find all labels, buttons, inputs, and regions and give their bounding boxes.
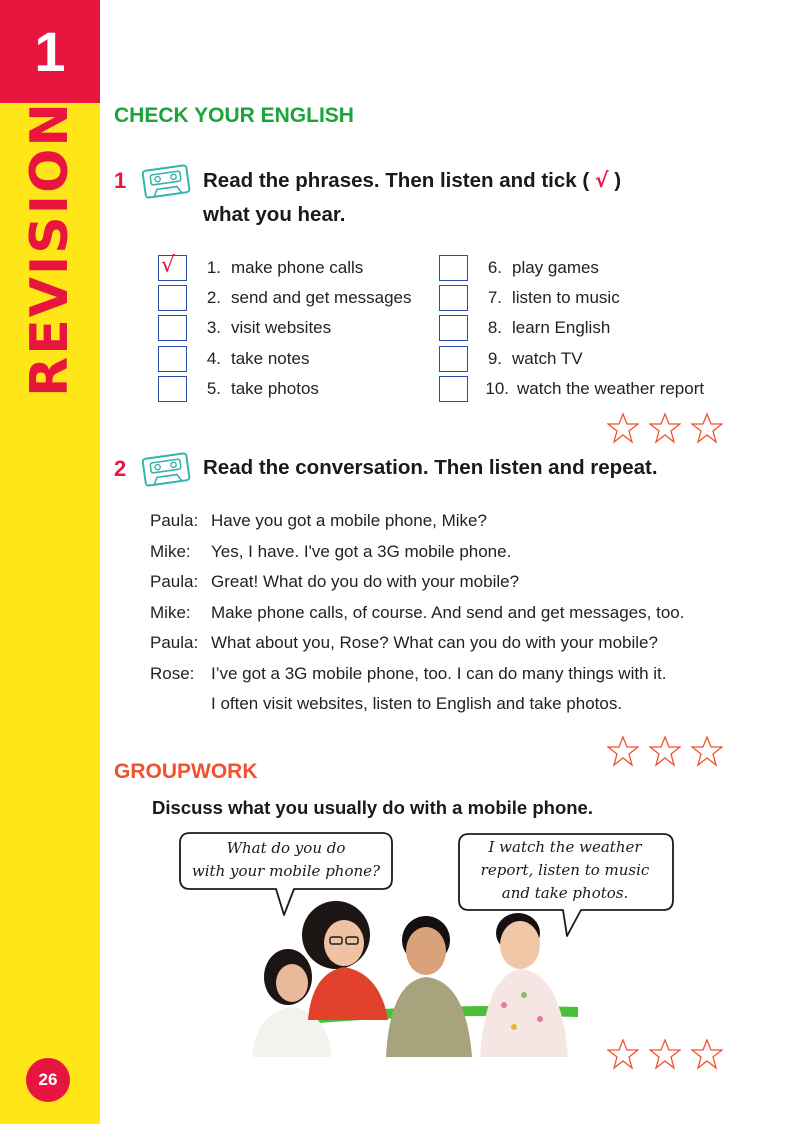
revision-label-wrap <box>18 101 82 397</box>
item-text: learn English <box>512 318 611 337</box>
conversation-line <box>150 511 487 531</box>
check-your-english-heading: CHECK YOUR ENGLISH <box>114 104 354 127</box>
checkbox[interactable] <box>158 315 187 341</box>
conversation-line <box>150 572 519 592</box>
item-text: play games <box>512 258 599 277</box>
rating-stars <box>607 735 723 769</box>
checkbox[interactable] <box>158 255 187 281</box>
checklist-item[interactable] <box>439 255 599 281</box>
children-photo <box>248 895 600 1057</box>
checklist-item[interactable] <box>158 315 331 341</box>
checkbox[interactable] <box>439 346 468 372</box>
checkbox[interactable] <box>439 315 468 341</box>
checkbox[interactable] <box>439 285 468 311</box>
speaker-name: Mike: <box>150 542 191 561</box>
item-text: take photos <box>231 379 319 398</box>
line-text: Make phone calls, of course. And send and get messages, too. <box>211 603 685 622</box>
task-1-instruction <box>203 168 621 193</box>
conversation-line <box>150 694 622 714</box>
item-number: 3. <box>206 318 221 337</box>
line-text: What about you, Rose? What can you do with your mobile? <box>211 633 658 652</box>
page-number: 26 <box>26 1058 70 1102</box>
tick-mark-icon: √ <box>594 168 609 192</box>
item-number: 9. <box>487 349 502 368</box>
checklist-item[interactable] <box>439 315 610 341</box>
star-outline-icon[interactable] <box>607 1038 639 1070</box>
speech-bubble-left-text <box>180 837 392 883</box>
bubble-line: with your mobile phone? <box>191 862 381 880</box>
cassette-tape-icon <box>140 162 192 200</box>
groupwork-instruction: Discuss what you usually do with a mobile phone. <box>152 797 593 818</box>
item-number: 7. <box>487 288 502 307</box>
rating-stars <box>607 1038 723 1072</box>
item-number: 5. <box>206 379 221 398</box>
checklist-item[interactable] <box>439 346 583 372</box>
star-outline-icon[interactable] <box>649 1038 681 1070</box>
checkbox[interactable] <box>439 376 468 402</box>
checklist-item[interactable] <box>158 346 309 372</box>
checklist-item[interactable] <box>439 376 704 402</box>
line-text: I often visit websites, listen to English and take photos. <box>211 694 623 713</box>
checkbox[interactable] <box>158 346 187 372</box>
conversation-line <box>150 633 658 653</box>
speaker-name: Paula: <box>150 633 199 652</box>
checklist-item[interactable] <box>158 376 319 402</box>
item-text: make phone calls <box>231 258 364 277</box>
revision-label: REVISION <box>20 101 80 397</box>
star-outline-icon[interactable] <box>607 412 639 444</box>
task-1-instruction-line2: what you hear. <box>203 203 346 226</box>
star-outline-icon[interactable] <box>691 1038 723 1070</box>
item-text: watch TV <box>512 349 583 368</box>
line-text: Have you got a mobile phone, Mike? <box>211 511 487 530</box>
unit-number-block <box>0 0 100 103</box>
star-outline-icon[interactable] <box>691 412 723 444</box>
speaker-name: Mike: <box>150 603 191 622</box>
item-text: send and get messages <box>231 288 412 307</box>
task-1-instruction-close: ) <box>614 169 622 192</box>
star-outline-icon[interactable] <box>607 735 639 767</box>
bubble-line: I watch the weather <box>488 838 642 856</box>
task-1-number: 1 <box>114 168 127 193</box>
bubble-line: report, listen to music <box>480 861 650 879</box>
checkbox[interactable] <box>439 255 468 281</box>
task-2-instruction: Read the conversation. Then listen and repeat. <box>203 456 658 479</box>
line-text: Yes, I have. I've got a 3G mobile phone. <box>211 542 512 561</box>
item-number: 8. <box>487 318 502 337</box>
item-number: 4. <box>206 349 221 368</box>
checkbox[interactable] <box>158 285 187 311</box>
conversation-line <box>150 542 511 562</box>
rating-stars <box>607 412 723 446</box>
speaker-name: Paula: <box>150 572 199 591</box>
item-text: watch the weather report <box>517 379 705 398</box>
checkbox[interactable] <box>158 376 187 402</box>
item-number: 6. <box>487 258 502 277</box>
speaker-name: Paula: <box>150 511 199 530</box>
star-outline-icon[interactable] <box>649 735 681 767</box>
star-outline-icon[interactable] <box>691 735 723 767</box>
cassette-tape-icon <box>140 450 192 488</box>
line-text: I’ve got a 3G mobile phone, too. I can do many things with it. <box>211 664 667 683</box>
checklist-item[interactable] <box>158 285 412 311</box>
speaker-name: Rose: <box>150 664 195 683</box>
groupwork-heading: GROUPWORK <box>114 760 258 783</box>
line-text: Great! What do you do with your mobile? <box>211 572 520 591</box>
task-1-instruction-text: Read the phrases. Then listen and tick ( <box>203 169 590 192</box>
bubble-line: and take photos. <box>501 884 629 902</box>
checked-tick-icon: √ <box>161 253 176 278</box>
bubble-line: What do you do <box>226 839 346 857</box>
item-number: 2. <box>206 288 221 307</box>
star-outline-icon[interactable] <box>649 412 681 444</box>
item-text: visit websites <box>231 318 332 337</box>
item-number: 10. <box>485 379 509 398</box>
item-text: listen to music <box>512 288 620 307</box>
checklist-item[interactable] <box>439 285 620 311</box>
task-2-number: 2 <box>114 456 127 481</box>
unit-number: 1 <box>34 20 66 83</box>
item-text: take notes <box>231 349 310 368</box>
item-number: 1. <box>206 258 221 277</box>
checklist-item[interactable] <box>158 255 363 281</box>
conversation-line <box>150 664 666 684</box>
conversation-line <box>150 603 684 623</box>
